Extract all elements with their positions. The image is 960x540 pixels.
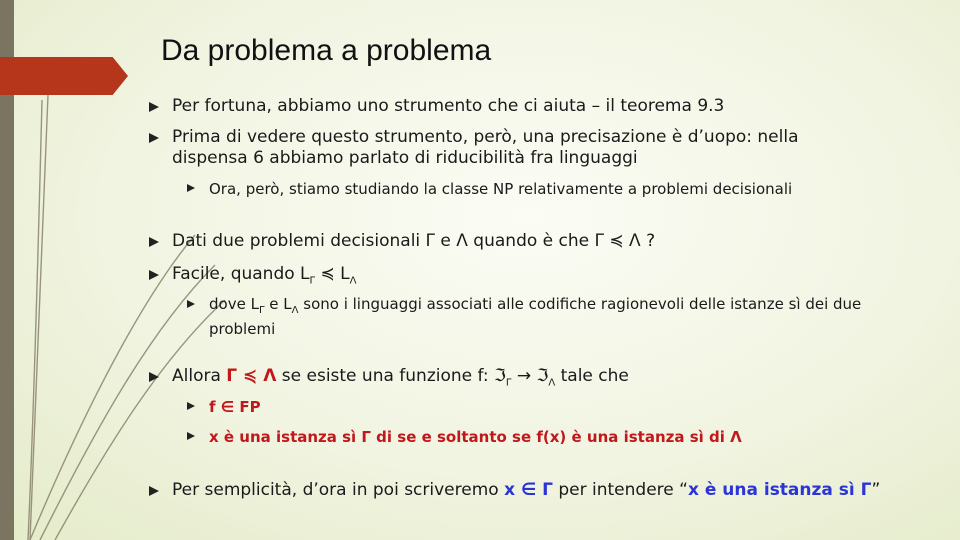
bullet-text: Prima di vedere questo strumento, però, una precisazione è d’uopo: nella dispensa 6 abbiamo parlato di riducibilità fra linguaggi <box>172 127 799 168</box>
text-run: sono i linguaggi associati alle codifiche ragionevoli delle istanze sì dei due problemi <box>209 295 862 338</box>
text-run: Facile, quando L <box>172 264 310 284</box>
text-run: se esiste una funzione f: ℑ <box>276 366 506 386</box>
bullet-arrow-icon <box>149 237 159 247</box>
text-run: dove L <box>209 295 259 313</box>
subscript: Γ <box>258 305 265 316</box>
text-run: e L <box>264 295 292 313</box>
bullet-4 <box>149 264 356 291</box>
sub-bullet-4-1 <box>187 295 899 339</box>
bullet-text: x è una istanza sì Γ di se e soltanto se f(x) è una istanza sì di Λ <box>209 428 742 446</box>
bullet-3 <box>149 231 655 252</box>
bullet-arrow-icon <box>187 402 195 410</box>
text-run: per intendere “ <box>552 480 688 500</box>
membership-expression: x ∈ Γ <box>504 480 553 500</box>
subscript: Λ <box>349 275 357 287</box>
text-run: Allora <box>172 366 227 386</box>
bullet-arrow-icon <box>149 102 159 112</box>
subscript: Λ <box>291 305 299 316</box>
text-run: Per semplicità, d’ora in poi scriveremo <box>172 480 505 500</box>
sub-bullet-5-1 <box>187 397 261 418</box>
subscript: Γ <box>309 275 316 287</box>
sub-bullet-2-1 <box>187 179 792 200</box>
bullet-1 <box>149 96 724 117</box>
bullet-text <box>172 264 356 291</box>
text-run: ≼ L <box>315 264 350 284</box>
bullet-arrow-icon <box>149 486 159 496</box>
bullet-text: Per fortuna, abbiamo uno strumento che ci aiuta – il teorema 9.3 <box>172 96 725 116</box>
reduction-relation: Γ ≼ Λ <box>226 366 277 386</box>
bullet-2 <box>149 127 872 169</box>
bullet-arrow-icon <box>149 372 159 382</box>
sub-bullet-5-2 <box>187 427 742 448</box>
text-run: → ℑ <box>511 366 549 386</box>
bullet-text <box>209 295 899 339</box>
bullet-5 <box>149 366 629 393</box>
bullet-arrow-icon <box>149 270 159 280</box>
bullet-arrow-icon <box>149 133 159 143</box>
subscript: Λ <box>548 377 556 389</box>
text-run: ” <box>871 480 881 500</box>
subscript: Γ <box>505 377 512 389</box>
bullet-text: Dati due problemi decisionali Γ e Λ quando è che Γ ≼ Λ ? <box>172 231 656 251</box>
bullet-text: f ∈ FP <box>209 398 261 416</box>
slide-title: Da problema a problema <box>161 34 492 67</box>
bullet-arrow-icon <box>187 432 195 440</box>
quoted-phrase: x è una istanza sì Γ <box>687 480 872 500</box>
text-run: tale che <box>555 366 629 386</box>
bullet-text <box>172 366 629 393</box>
bullet-arrow-icon <box>187 184 195 192</box>
bullet-text: Ora, però, stiamo studiando la classe NP relativamente a problemi decisionali <box>209 180 793 198</box>
bullet-6 <box>149 480 880 501</box>
bullet-arrow-icon <box>187 300 195 308</box>
bullet-text <box>172 480 880 501</box>
